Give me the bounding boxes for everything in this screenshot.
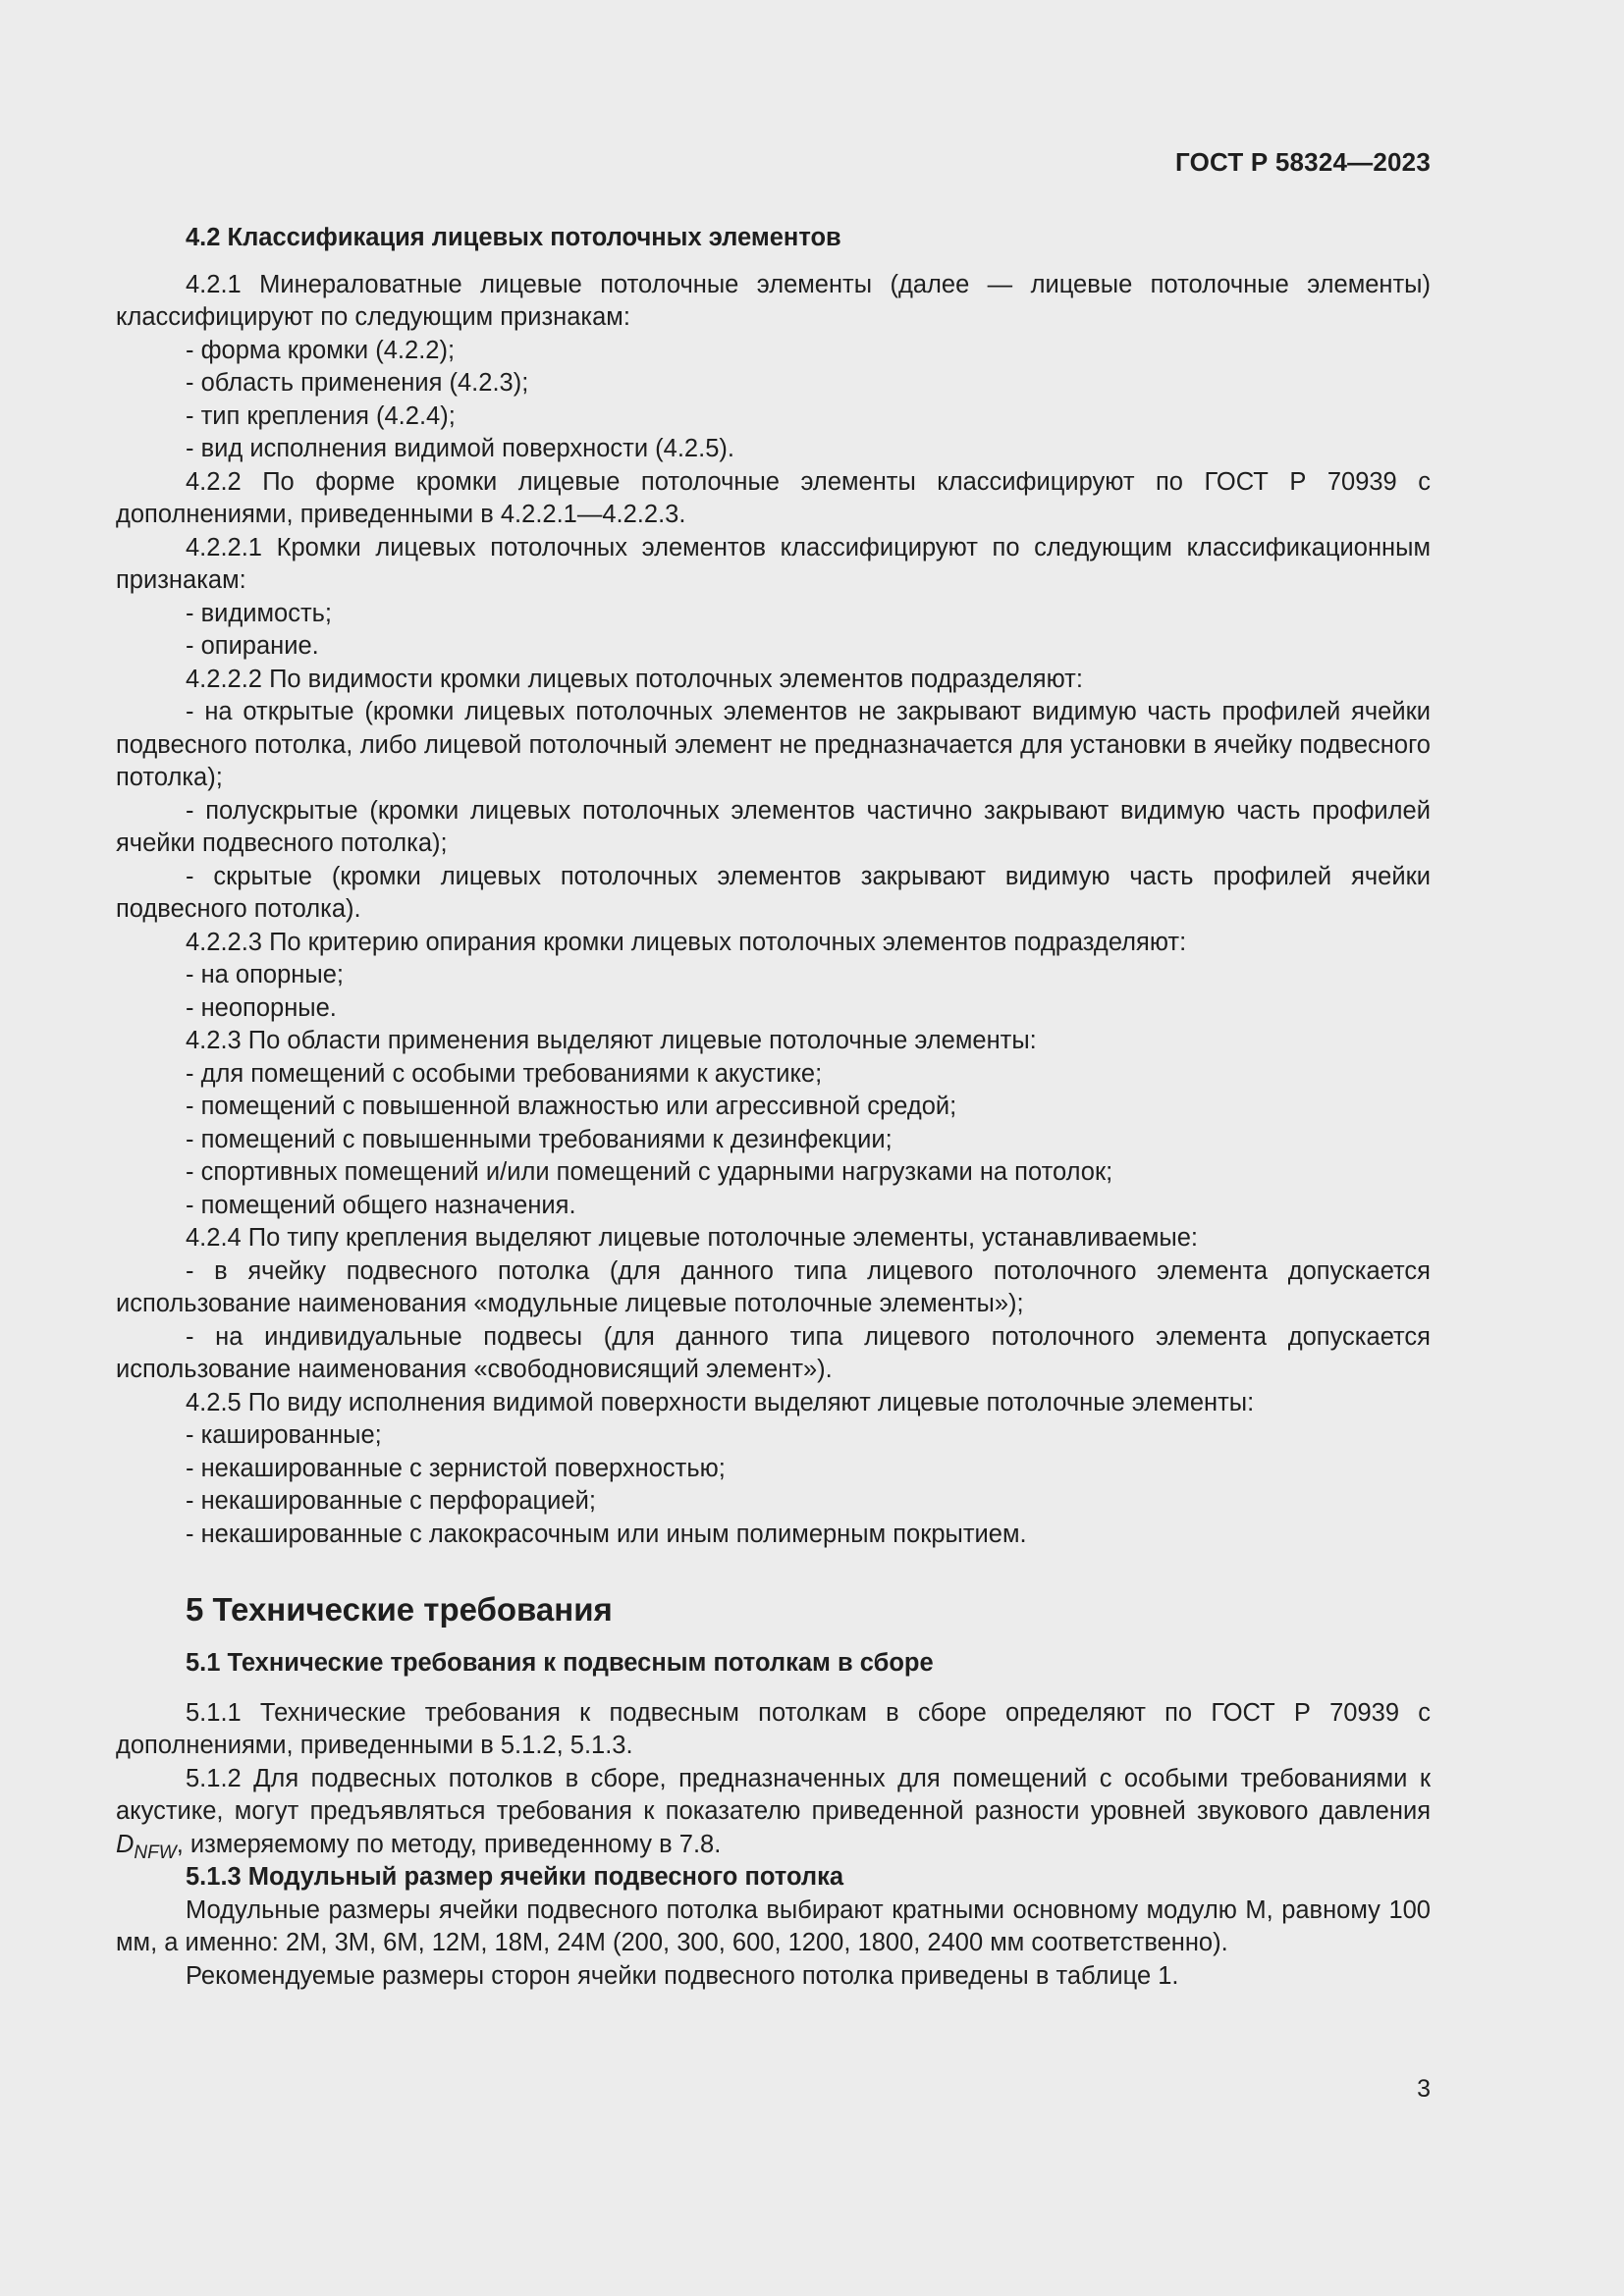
list-item: - опирание.: [186, 632, 319, 660]
page-number: 3: [1417, 2075, 1431, 2103]
paragraph-5-1-3-a: Модульные размеры ячейки подвесного потолка выбирают кратными основному модулю М, равному 100 мм, а именно: 2М, 3М, 6М, 12М, 18М, 24М (200, 300, 600, 1200, 1800, 2400 мм соответственно).: [116, 1896, 1431, 1956]
section-5-1-title: 5.1 Технические требования к подвесным потолкам в сборе: [186, 1649, 934, 1677]
list-item: - некашированные с зернистой поверхностью;: [186, 1454, 726, 1482]
paragraph-5-1-1: 5.1.1 Технические требования к подвесным потолкам в сборе определяют по ГОСТ Р 70939 с дополнениями, приведенными в 5.1.2, 5.1.3.: [116, 1698, 1431, 1759]
paragraph-4-2-4: 4.2.4 По типу крепления выделяют лицевые потолочные элементы, устанавливаемые:: [186, 1224, 1199, 1252]
section-5-1-3-title: 5.1.3 Модульный размер ячейки подвесного потолка: [186, 1863, 844, 1891]
list-item: - на открытые (кромки лицевых потолочных элементов не закрывают видимую часть профилей ячейки подвесного потолка, либо лицевой потолочный элемент не предназначается для установки в ячейку подвесного потолка);: [116, 698, 1431, 791]
list-item: - скрытые (кромки лицевых потолочных элементов закрывают видимую часть профилей ячейки подвесного потолка).: [116, 862, 1431, 923]
list-item: - на опорные;: [186, 961, 344, 988]
list-item: - форма кромки (4.2.2);: [186, 336, 456, 364]
paragraph-5-1-2-text: 5.1.2 Для подвесных потолков в сборе, предназначенных для помещений с особыми требованиями к акустике, могут предъявляться требования к показателю приведенной разности уровней звукового давления: [116, 1764, 1431, 1825]
section-4-2-title: 4.2 Классификация лицевых потолочных элементов: [186, 224, 841, 251]
paragraph-4-2-5: 4.2.5 По виду исполнения видимой поверхности выделяют лицевые потолочные элементы:: [186, 1388, 1255, 1416]
paragraph-5-1-2: [116, 1763, 1431, 1862]
list-item: - помещений с повышенной влажностью или агрессивной средой;: [186, 1093, 957, 1120]
list-item: - некашированные с перфорацией;: [186, 1487, 596, 1515]
document-body: [116, 222, 1431, 1993]
section-5-title: 5 Технические требования: [186, 1591, 613, 1628]
symbol-d: D: [116, 1830, 135, 1858]
paragraph-5-1-3-b: Рекомендуемые размеры сторон ячейки подвесного потолка приведены в таблице 1.: [186, 1961, 1179, 1990]
paragraph-4-2-1: 4.2.1 Минераловатные лицевые потолочные элементы (далее — лицевые потолочные элементы) классифицируют по следующим признакам:: [116, 270, 1431, 331]
paragraph-4-2-3: 4.2.3 По области применения выделяют лицевые потолочные элементы:: [186, 1027, 1037, 1054]
list-item: - видимость;: [186, 599, 333, 627]
document-page: [116, 0, 1431, 2296]
list-item: - область применения (4.2.3);: [186, 369, 529, 397]
paragraph-4-2-2: 4.2.2 По форме кромки лицевые потолочные элементы классифицируют по ГОСТ Р 70939 с дополнениями, приведенными в 4.2.2.1—4.2.2.3.: [116, 467, 1431, 528]
list-item: - вид исполнения видимой поверхности (4.2.5).: [186, 435, 734, 462]
paragraph-4-2-2-2: 4.2.2.2 По видимости кромки лицевых потолочных элементов подразделяют:: [186, 665, 1083, 693]
list-item: - помещений общего назначения.: [186, 1191, 576, 1219]
document-code: ГОСТ Р 58324—2023: [1175, 147, 1431, 177]
list-item: - некашированные с лакокрасочным или иным полимерным покрытием.: [186, 1520, 1027, 1548]
paragraph-4-2-2-1: 4.2.2.1 Кромки лицевых потолочных элементов классифицируют по следующим классификационным признакам:: [116, 533, 1431, 594]
list-item: - для помещений с особыми требованиями к акустике;: [186, 1059, 823, 1088]
list-item: - на индивидуальные подвесы (для данного типа лицевого потолочного элемента допускается использование наименования «свободновисящий элемент»).: [116, 1322, 1431, 1383]
list-item: - в ячейку подвесного потолка (для данного типа лицевого потолочного элемента допускается использование наименования «модульные лицевые потолочные элементы»);: [116, 1256, 1431, 1317]
list-item: - полускрытые (кромки лицевых потолочных элементов частично закрывают видимую часть профилей ячейки подвесного потолка);: [116, 796, 1431, 857]
list-item: - неопорные.: [186, 993, 337, 1022]
list-item: - спортивных помещений и/или помещений с ударными нагрузками на потолок;: [186, 1158, 1113, 1186]
list-item: - кашированные;: [186, 1421, 382, 1449]
paragraph-5-1-2-tail: , измеряемому по методу, приведенному в 7.8.: [176, 1830, 722, 1858]
list-item: - помещений с повышенными требованиями к дезинфекции;: [186, 1125, 893, 1153]
symbol-subscript: NFW: [134, 1842, 177, 1863]
list-item: - тип крепления (4.2.4);: [186, 401, 456, 430]
paragraph-4-2-2-3: 4.2.2.3 По критерию опирания кромки лицевых потолочных элементов подразделяют:: [186, 928, 1187, 956]
